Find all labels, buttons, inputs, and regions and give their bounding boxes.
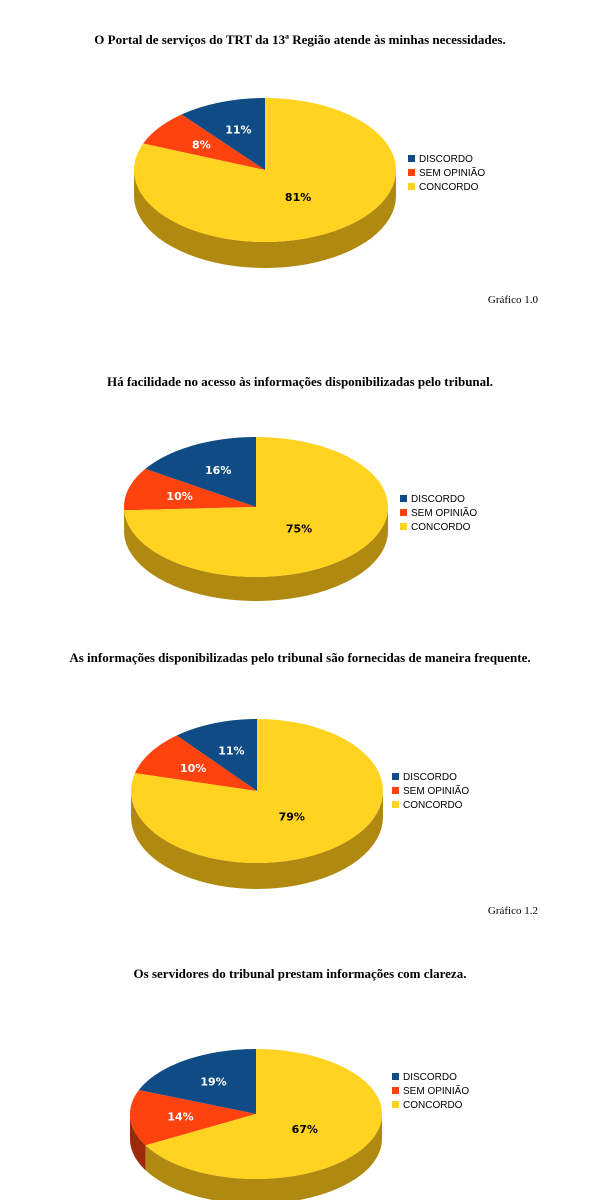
legend-label-discordo: DISCORDO [411,494,465,505]
pie-1-label-sem-opiniao: 8% [192,138,211,152]
legend-label-concordo: CONCORDO [419,182,479,193]
legend-label-discordo: DISCORDO [419,154,473,165]
pie-2-label-sem-opiniao: 10% [166,490,193,503]
chart-1-title: O Portal de serviços do TRT da 13ª Região atende às minhas necessidades. [94,32,506,47]
legend-label-sem-opiniao: SEM OPINIÃO [403,1086,470,1097]
pie-4-label-discordo: 19% [200,1075,227,1089]
pie-4-label-sem-opiniao: 14% [167,1110,194,1124]
pie-chart-2 [0,420,600,620]
legend-swatch-sem-opiniao [408,169,415,176]
chart-3-caption: Gráfico 1.2 [487,905,538,917]
legend-label-sem-opiniao: SEM OPINIÃO [419,168,486,179]
legend-label-concordo: CONCORDO [403,800,463,811]
legend-label-sem-opiniao: SEM OPINIÃO [411,508,478,519]
pie-chart-3 [0,700,600,890]
legend-label-discordo: DISCORDO [403,1072,457,1083]
pie-4-label-concordo: 67% [291,1122,318,1136]
legend-label-discordo: DISCORDO [403,772,457,783]
pie-1-label-discordo: 11% [225,123,252,137]
chart-3-title: As informações disponibilizadas pelo tribunal são fornecidas de maneira frequente. [69,650,531,665]
legend-swatch-discordo [400,495,407,502]
pie-chart-4 [0,1030,600,1200]
pie-3-label-concordo: 79% [278,810,305,824]
pie-2-label-concordo: 75% [285,522,313,536]
legend-swatch-discordo [408,155,415,162]
pie-2-label-discordo: 16% [205,464,232,478]
pie-chart-1 [0,80,600,280]
legend-swatch-sem-opiniao [392,787,399,794]
legend-swatch-concordo [392,1101,399,1108]
legend-swatch-concordo [408,183,415,190]
chart-1-caption: Gráfico 1.0 [487,294,538,306]
legend-label-sem-opiniao: SEM OPINIÃO [403,786,470,797]
chart-2-title: Há facilidade no acesso às informações disponibilizadas pelo tribunal. [106,374,494,389]
legend-swatch-concordo [392,801,399,808]
pie-1-label-concordo: 81% [284,190,312,204]
legend-swatch-discordo [392,1073,399,1080]
legend-swatch-discordo [392,773,399,780]
legend-swatch-sem-opiniao [392,1087,399,1094]
legend-label-concordo: CONCORDO [403,1100,463,1111]
pie-3-label-discordo: 11% [218,744,245,758]
legend-swatch-concordo [400,523,407,530]
chart-4-title: Os servidores do tribunal prestam informações com clareza. [133,966,467,981]
legend-swatch-sem-opiniao [400,509,407,516]
legend-label-concordo: CONCORDO [411,522,471,533]
pie-3-label-sem-opiniao: 10% [180,761,207,775]
